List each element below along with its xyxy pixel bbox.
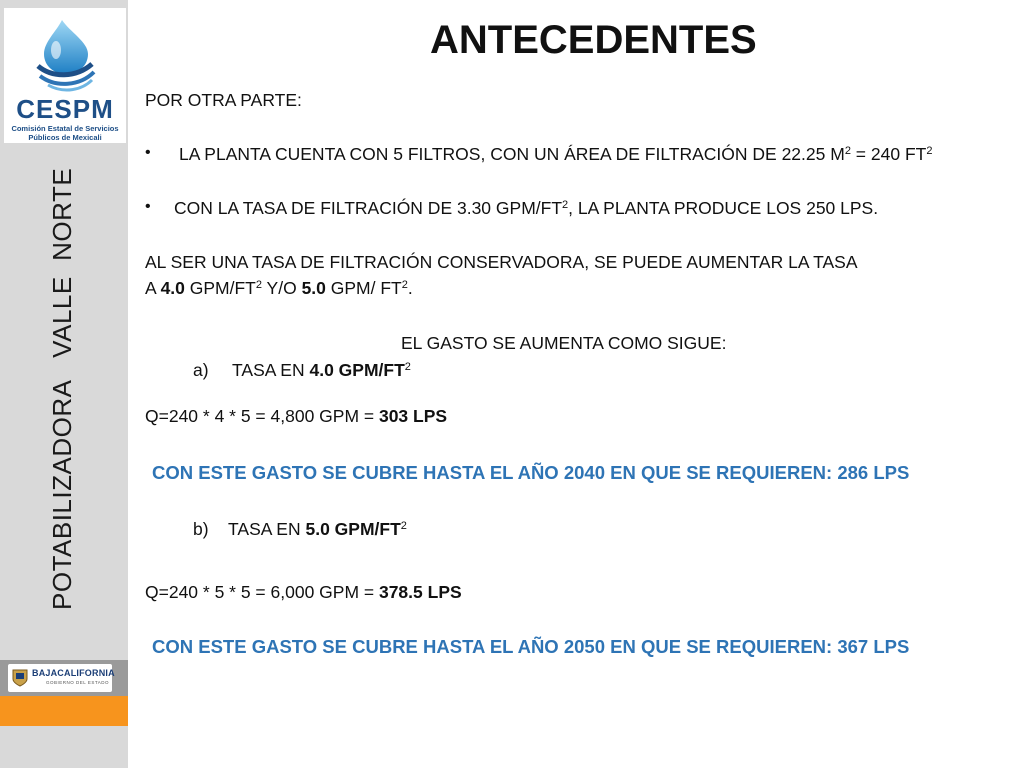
paragraph-line-1: AL SER UNA TASA DE FILTRACIÓN CONSERVADORA, SE PUEDE AUMENTAR LA TASA [145,252,858,272]
case-b-label: TASA EN 5.0 GPM/$FT^2$ [228,519,407,539]
water-drop-icon [4,8,126,94]
orange-accent-band [0,696,128,726]
cespm-logo [4,8,126,143]
bullet-item-filters: LA PLANTA CUENTA CON 5 FILTROS, CON UN ÁREA DE FILTRACIÓN DE 22.25 $M^2 = 240$ $FT^2$ [179,144,933,164]
case-b-marker: b) [193,519,209,539]
conclusion-b: CON ESTE GASTO SE CUBRE HASTA EL AÑO 2050 EN QUE SE REQUIEREN: 367 LPS [152,636,910,657]
case-a-marker: a) [193,360,209,380]
page-title: ANTECEDENTES [430,18,757,62]
state-logo-subtitle: GOBIERNO DEL ESTADO [46,680,110,685]
case-a-label: TASA EN 4.0 GPM/$FT^2$ [232,360,411,380]
intro-text: POR OTRA PARTE: [145,90,302,110]
conclusion-a: CON ESTE GASTO SE CUBRE HASTA EL AÑO 2040 EN QUE SE REQUIEREN: 286 LPS [152,462,910,483]
formula-a: Q=240 * 4 * 5 = 4,800 GPM = 303 LPS [145,406,448,426]
vertical-section-title: POTABILIZADORA VALLE NORTE [47,167,77,610]
bullet-marker: • [145,144,151,161]
state-logo-name: BAJACALIFORNIA [32,668,115,678]
state-shield-icon [12,669,28,687]
formula-b: Q=240 * 5 * 5 = 6,000 GPM = 378.5 LPS [145,582,462,602]
cespm-subtitle-line2: Públicos de Mexicali [28,133,102,142]
cespm-subtitle-line1: Comisión Estatal de Servicios [11,124,119,133]
sidebar [0,0,128,768]
cespm-wordmark: CESPM [16,94,114,124]
baja-california-logo [8,664,115,692]
gasto-heading: EL GASTO SE AUMENTA COMO SIGUE: [401,333,727,353]
paragraph-line-2: A 4.0 GPM/$FT^2$ Y/O 5.0 GPM/ $FT^2$. [145,278,413,298]
bullet-marker: • [145,198,151,215]
bullet-item-rate: CON LA TASA DE FILTRACIÓN DE 3.30 GPM/$FT^2$, LA PLANTA PRODUCE LOS 250 LPS. [174,198,879,218]
